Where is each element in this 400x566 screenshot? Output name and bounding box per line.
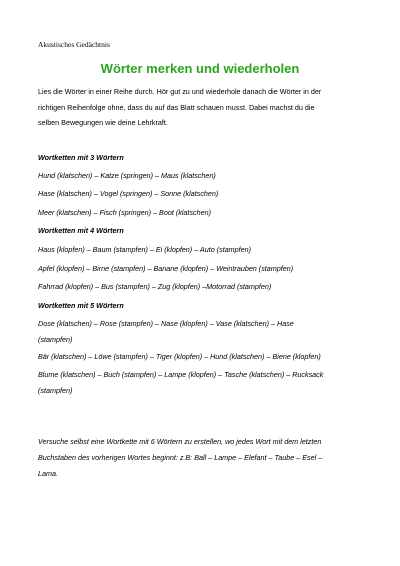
section-heading-4-words: Wortketten mit 4 Wörtern	[38, 226, 124, 235]
word-chain-item: Hase (klatschen) – Vogel (springen) – Sonne (klatschen)	[38, 189, 219, 198]
task-line: Buchstaben des vorherigen Wortes beginnt: z.B: Ball – Lampe – Elefant – Taube – Esel –	[38, 453, 323, 462]
section-heading-5-words: Wortketten mit 5 Wörtern	[38, 301, 124, 310]
intro-line: Lies die Wörter in einer Reihe durch. Hör gut zu und wiederhole danach die Wörter in der	[38, 87, 322, 96]
word-chain-item: Hund (klatschen) – Katze (springen) – Maus (klatschen)	[38, 171, 216, 180]
word-chain-item: Haus (klopfen) – Baum (stampfen) – Ei (klopfen) – Auto (stampfen)	[38, 245, 252, 254]
word-chain-item: Apfel (klopfen) – Birne (stampfen) – Banane (klopfen) – Weintrauben (stampfen)	[38, 264, 294, 273]
intro-paragraph	[38, 84, 368, 131]
section-heading-3-words: Wortketten mit 3 Wörtern	[38, 153, 124, 162]
intro-line: richtigen Reihenfolge ohne, dass du auf das Blatt schauen musst. Dabei machst du die	[38, 102, 315, 112]
page-title: Wörter merken und wiederholen	[100, 61, 300, 76]
word-chain-item: Fahrrad (klopfen) – Bus (stampfen) – Zug (klopfen) –Motorrad (stampfen)	[38, 282, 272, 291]
word-chain-item: Bär (klatschen) – Löwe (stampfen) – Tiger (klopfen) – Hund (klatschen) – Biene (klopfen)	[38, 352, 321, 361]
intro-line: selben Bewegungen wie deine Lehrkraft.	[38, 118, 168, 127]
word-chain-item	[38, 316, 363, 348]
task-paragraph	[38, 434, 363, 482]
page-header: Akustisches Gedächtnis	[38, 40, 110, 49]
task-line: Versuche selbst eine Wortkette mit 6 Wörtern zu erstellen, wo jedes Wort mit dem letzten	[38, 437, 322, 446]
task-line: Lama.	[38, 469, 58, 478]
word-chain-line: (stampfen)	[38, 386, 73, 395]
word-chain-item	[38, 367, 363, 399]
word-chain-line: Dose (klatschen) – Rose (stampfen) – Nase (klopfen) – Vase (klatschen) – Hase	[38, 319, 294, 328]
word-chain-line: Blume (klatschen) – Buch (stampfen) – Lampe (klopfen) – Tasche (klatschen) – Rucksack	[38, 370, 324, 379]
word-chain-item: Meer (klatschen) – Fisch (springen) – Boot (klatschen)	[38, 208, 211, 217]
word-chain-line: (stampfen)	[38, 335, 73, 344]
